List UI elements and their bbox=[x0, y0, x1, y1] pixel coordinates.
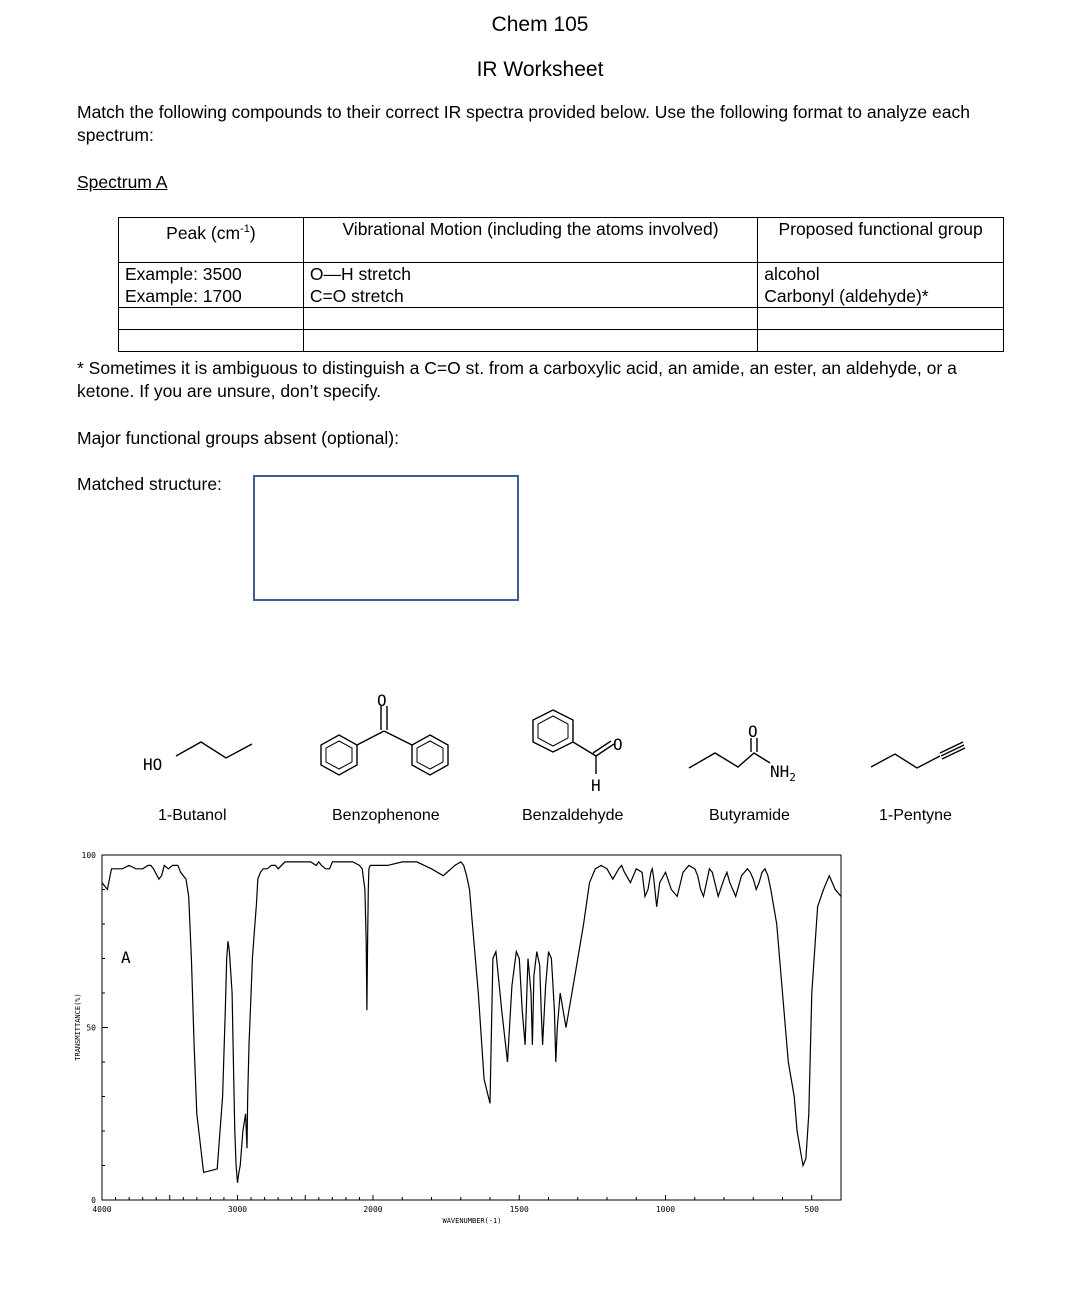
butanol-ho: HO bbox=[143, 755, 163, 774]
header-peak: Peak $(cm^{-1})$ bbox=[119, 218, 304, 263]
row1-peak: Example: 3500 bbox=[119, 263, 304, 286]
y-tick-label: 100 bbox=[81, 851, 96, 860]
compound-name-benzaldehyde: Benzaldehyde bbox=[522, 807, 624, 824]
benzaldehyde-o: O bbox=[613, 735, 623, 754]
matched-label: Matched structure: bbox=[77, 474, 222, 494]
header-motion: Vibrational Motion (including the atoms involved) bbox=[303, 218, 757, 263]
x-tick-label: 1000 bbox=[655, 1205, 676, 1214]
worksheet-title: IR Worksheet bbox=[476, 58, 604, 81]
row1-motion: O—H stretch bbox=[303, 263, 757, 286]
ir-spectrum-chart bbox=[60, 845, 860, 1245]
x-tick-label: 500 bbox=[804, 1205, 819, 1214]
compound-name-butanol: 1-Butanol bbox=[158, 807, 227, 824]
x-tick-label: 3000 bbox=[227, 1205, 248, 1214]
compound-name-pentyne: 1-Pentyne bbox=[879, 807, 952, 824]
blank-cell[interactable] bbox=[119, 330, 304, 352]
x-tick-label: 4000 bbox=[92, 1205, 112, 1214]
x-tick-label: 2000 bbox=[363, 1205, 383, 1214]
panel-label: A bbox=[121, 948, 131, 967]
absent-label: Major functional groups absent (optional): bbox=[77, 428, 399, 448]
y-tick-label: 50 bbox=[86, 1023, 96, 1033]
blank-cell[interactable] bbox=[119, 308, 304, 330]
blank-cell[interactable] bbox=[758, 330, 1004, 352]
x-tick-label: 1500 bbox=[509, 1205, 529, 1214]
butyramide-chain bbox=[689, 753, 770, 768]
row2-motion: C=O stretch bbox=[303, 285, 757, 308]
benzaldehyde-h: H bbox=[591, 776, 601, 795]
course-title: Chem 105 bbox=[491, 13, 589, 36]
blank-cell[interactable] bbox=[758, 308, 1004, 330]
compound-name-butyramide: Butyramide bbox=[709, 807, 790, 824]
x-axis-label: WAVENUMBER(-1) bbox=[442, 1217, 502, 1225]
footnote: * Sometimes it is ambiguous to distinguish a C=O st. from a carboxylic acid, an amide, an ester, an aldehyde, or a ketone. If you are unsure, don’t specify. bbox=[77, 358, 957, 401]
blank-cell[interactable] bbox=[303, 308, 757, 330]
spectrum-label: Spectrum A bbox=[77, 172, 168, 192]
butanol-chain bbox=[176, 742, 252, 758]
y-tick-label: 0 bbox=[91, 1196, 96, 1205]
row1-group: alcohol bbox=[758, 263, 1004, 286]
benzophenone-o: O bbox=[377, 691, 387, 710]
y-axis-label: TRANSMITTANCE(%) bbox=[74, 993, 82, 1061]
instructions: Match the following compounds to their correct IR spectra provided below. Use the following format to analyze each spectrum: bbox=[77, 102, 970, 145]
header-group: Proposed functional group bbox=[758, 218, 1004, 263]
spectrum-line bbox=[102, 862, 841, 1183]
matched-structure-box[interactable] bbox=[253, 475, 519, 601]
analysis-table bbox=[118, 217, 1004, 352]
butyramide-nh2: $NH_2$ bbox=[770, 762, 796, 784]
row2-group: Carbonyl (aldehyde)* bbox=[758, 285, 1004, 308]
blank-cell[interactable] bbox=[303, 330, 757, 352]
row2-peak: Example: 1700 bbox=[119, 285, 304, 308]
compound-name-benzophenone: Benzophenone bbox=[332, 807, 440, 824]
butyramide-o: O bbox=[748, 722, 758, 741]
pentyne-chain bbox=[871, 754, 940, 768]
